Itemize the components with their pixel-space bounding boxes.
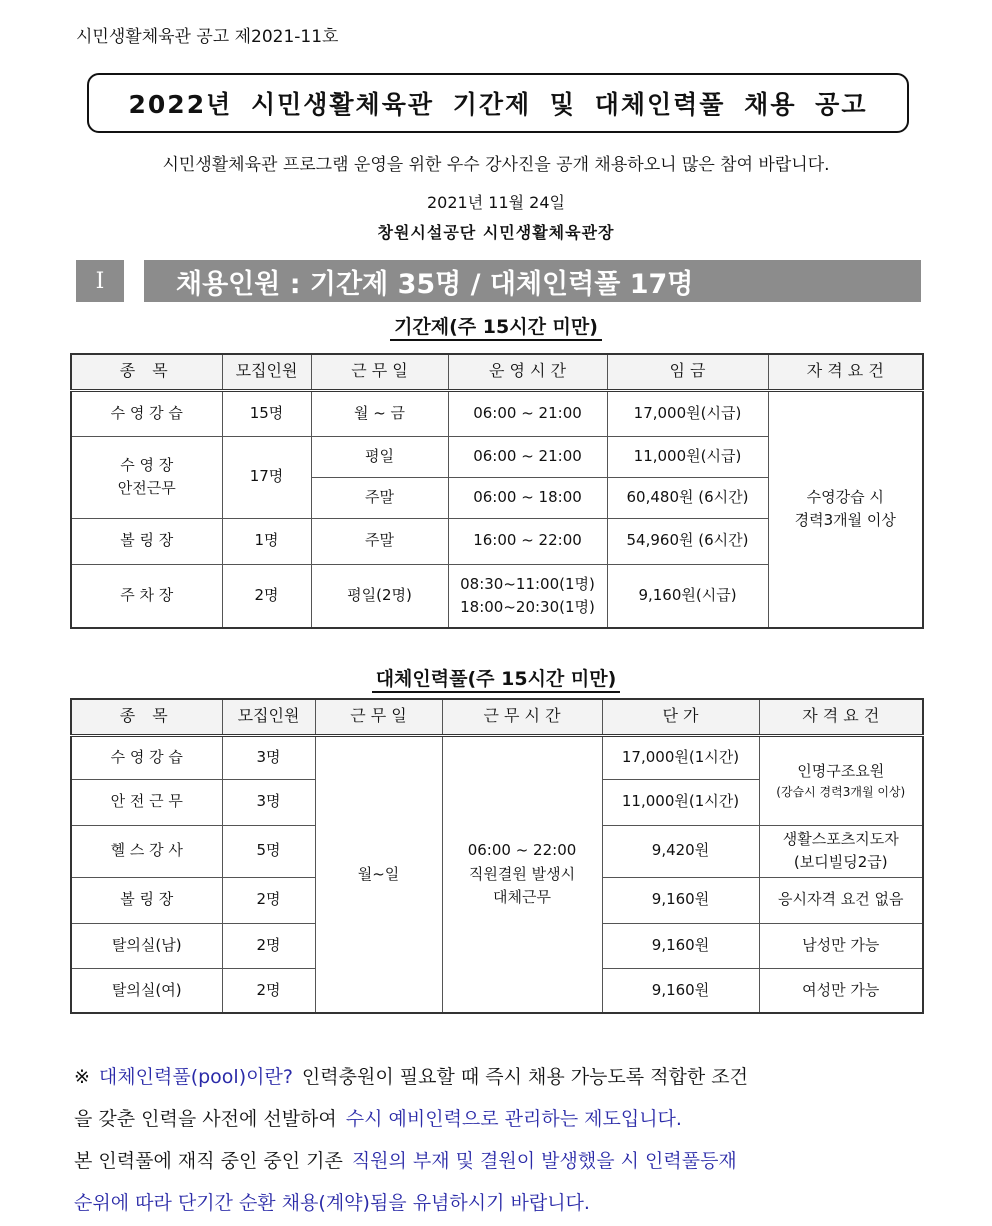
price-cell: 17,000원(1시간) [602, 735, 759, 779]
footer-line [74, 1098, 924, 1140]
fixed-term-table [70, 353, 924, 629]
hours-line: 직원결원 발생시 [468, 864, 576, 883]
qualification-line: 인명구조요원 [797, 761, 885, 780]
price-cell: 11,000원(1시간) [602, 779, 759, 825]
pool-definition-term: 대체인력풀(pool)이란? [98, 1066, 293, 1088]
item-cell: 탈의실(남) [71, 923, 222, 968]
notice-number: 시민생활체육관 공고 제2021-11호 [76, 27, 339, 47]
header-cell: 근 무 일 [311, 354, 448, 390]
wage-cell: 54,960원 (6시간) [607, 518, 768, 564]
header-cell: 종 목 [71, 354, 222, 390]
header-cell: 근 무 일 [315, 699, 442, 735]
qualification-line: (강습시 경력3개월 이상) [776, 784, 906, 799]
count-cell: 2명 [222, 968, 315, 1013]
fixed-term-subtitle [0, 312, 992, 339]
header-cell: 모집인원 [222, 354, 311, 390]
section-number: Ⅰ [76, 260, 124, 302]
days-cell: 월 ~ 금 [311, 390, 448, 436]
notice-date: 2021년 11월 24일 [427, 193, 565, 212]
header-cell: 근 무 시 간 [442, 699, 602, 735]
item-line: 수 영 장 [120, 455, 174, 474]
header-cell: 자 격 요 건 [768, 354, 923, 390]
days-cell: 평일(2명) [311, 564, 448, 628]
days-cell: 평일 [311, 436, 448, 477]
count-cell: 3명 [222, 779, 315, 825]
hours-line: 08:30~11:00(1명) [460, 574, 595, 593]
item-cell [71, 436, 222, 518]
wage-cell: 11,000원(시급) [607, 436, 768, 477]
item-cell: 안 전 근 무 [71, 779, 222, 825]
hours-cell: 06:00 ~ 21:00 [448, 390, 607, 436]
item-cell: 수 영 강 습 [71, 735, 222, 779]
count-cell: 5명 [222, 825, 315, 877]
table-row [71, 390, 923, 436]
hours-cell: 16:00 ~ 22:00 [448, 518, 607, 564]
intro-text: 시민생활체육관 프로그램 운영을 위한 우수 강사진을 공개 채용하오니 많은 참여 바랍니다. [162, 155, 830, 175]
footer-line [74, 1140, 924, 1182]
qualification-cell [759, 735, 923, 825]
section-title: 채용인원 : 기간제 35명 / 대체인력풀 17명 [144, 260, 921, 302]
issuer: 창원시설공단 시민생활체육관장 [377, 223, 615, 242]
footer-highlight: 직원의 부재 및 결원이 발생했을 시 인력풀등재 [351, 1150, 737, 1172]
qualification-cell: 여성만 가능 [759, 968, 923, 1013]
count-cell: 1명 [222, 518, 311, 564]
wage-cell: 60,480원 (6시간) [607, 477, 768, 518]
hours-cell: 06:00 ~ 21:00 [448, 436, 607, 477]
item-cell: 볼 링 장 [71, 518, 222, 564]
wage-cell: 9,160원(시급) [607, 564, 768, 628]
header-cell: 종 목 [71, 699, 222, 735]
footer-text: 을 갖춘 인력을 사전에 선발하여 [74, 1108, 337, 1130]
qualification-line: (보디빌딩2급) [793, 853, 888, 871]
count-cell: 2명 [222, 923, 315, 968]
days-cell: 주말 [311, 477, 448, 518]
footer-line [74, 1182, 924, 1224]
header-cell: 임 금 [607, 354, 768, 390]
pool-table [70, 698, 924, 1014]
table-header-row [71, 699, 923, 735]
table-row [71, 735, 923, 779]
footer-note [74, 1056, 924, 1224]
count-cell: 15명 [222, 390, 311, 436]
pool-subtitle-text: 대체인력풀(주 15시간 미만) [372, 668, 621, 693]
item-line: 안전근무 [117, 479, 176, 497]
pool-subtitle [0, 664, 992, 691]
fixed-term-subtitle-text: 기간제(주 15시간 미만) [390, 316, 602, 341]
page-title-text: 2022년 시민생활체육관 기간제 및 대체인력풀 채용 공고 [128, 90, 868, 119]
table-header-row [71, 354, 923, 390]
header-cell: 자 격 요 건 [759, 699, 923, 735]
count-cell: 3명 [222, 735, 315, 779]
header-cell: 모집인원 [222, 699, 315, 735]
price-cell: 9,420원 [602, 825, 759, 877]
item-cell: 볼 링 장 [71, 877, 222, 923]
page-title [87, 73, 909, 133]
hours-cell: 06:00 ~ 18:00 [448, 477, 607, 518]
wage-cell: 17,000원(시급) [607, 390, 768, 436]
hours-line: 대체근무 [493, 887, 551, 906]
qualification-line: 수영강습 시 [806, 488, 884, 506]
hours-line: 06:00 ~ 22:00 [467, 841, 577, 860]
price-cell: 9,160원 [602, 923, 759, 968]
footer-text: 본 인력풀에 재직 중인 중인 기존 [74, 1150, 343, 1172]
days-cell: 월~일 [315, 735, 442, 1013]
qualification-cell: 응시자격 요건 없음 [759, 877, 923, 923]
item-cell: 탈의실(여) [71, 968, 222, 1013]
qualification-cell [759, 825, 923, 877]
qualification-line: 생활스포츠지도자 [782, 829, 899, 848]
header-cell: 단 가 [602, 699, 759, 735]
qualification-line: 경력3개월 이상 [794, 511, 896, 530]
hours-cell [448, 564, 607, 628]
qualification-cell [768, 390, 923, 628]
count-cell: 17명 [222, 436, 311, 518]
item-cell: 수 영 강 습 [71, 390, 222, 436]
days-cell: 주말 [311, 518, 448, 564]
note-mark: ※ [74, 1066, 90, 1088]
hours-line: 18:00~20:30(1명) [460, 597, 595, 616]
count-cell: 2명 [222, 564, 311, 628]
footer-highlight: 순위에 따라 단기간 순환 채용(계약)됨을 유념하시기 바랍니다. [74, 1192, 590, 1214]
price-cell: 9,160원 [602, 877, 759, 923]
qualification-cell: 남성만 가능 [759, 923, 923, 968]
footer-line [74, 1056, 924, 1098]
item-cell: 헬 스 강 사 [71, 825, 222, 877]
footer-text: 인력충원이 필요할 때 즉시 채용 가능도록 적합한 조건 [301, 1066, 748, 1088]
item-cell: 주 차 장 [71, 564, 222, 628]
count-cell: 2명 [222, 877, 315, 923]
footer-highlight: 수시 예비인력으로 관리하는 제도입니다. [345, 1108, 682, 1130]
header-cell: 운 영 시 간 [448, 354, 607, 390]
hours-cell [442, 735, 602, 1013]
price-cell: 9,160원 [602, 968, 759, 1013]
